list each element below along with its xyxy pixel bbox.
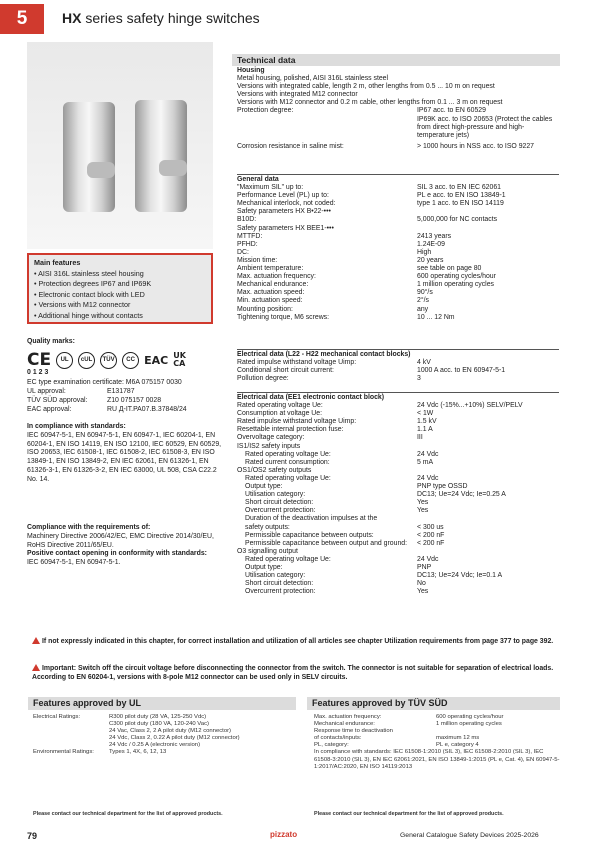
- data-row: Conditional short circuit current: 1000 A acc. to EN 60947-5-1: [237, 367, 506, 375]
- product-photo: [27, 42, 213, 249]
- warning-icon: [32, 637, 40, 644]
- cul-us-mark-icon: cUL: [78, 352, 95, 369]
- data-row: Overcurrent protection: Yes: [245, 588, 429, 596]
- data-row: Short circuit detection: No: [245, 580, 426, 588]
- data-row: Permissible capacitance between output and ground: < 200 nF: [245, 539, 445, 547]
- data-row: 24 Vdc, Class 2, 0.22 A pilot duty (M12 connector): [109, 735, 240, 742]
- main-features-title: Main features: [34, 258, 81, 267]
- data-row: Rated current consumption: 5 mA: [245, 458, 434, 466]
- eac-mark-icon: EAC: [144, 353, 169, 367]
- data-row: Max. actuation frequency: 600 operating cycles/hour: [237, 273, 496, 281]
- approval-row: UL approval: E131787: [27, 388, 135, 395]
- data-row: Performance Level (PL) up to: PL e acc. to EN ISO 13849-1: [237, 192, 506, 200]
- warning-icon: [32, 664, 40, 671]
- data-row: Output type: PNP type OSSD: [245, 483, 468, 491]
- data-row: Rated impulse withstand voltage Uimp: 1.5 kV: [237, 418, 437, 426]
- data-row: Max. actuation frequency: 600 operating cycles/hour: [314, 714, 504, 720]
- electrical-data-electronic-section: Electrical data (EE1 electronic contact block) Rated operating voltage Ue: 24 Vdc (-15%...+10%) SELV/PELV Consumption at voltage Ue: < 1W Rated impulse withstand voltage Uimp: 1.5 kV Resettable internal protection fuse: 1.1 A Overvoltage category: III IS1/IS2 safety inputs Rated operating voltage Ue: 24 Vdc Rated current consumption: 5 mA OS1/OS2 safety outputs Rated operating voltage Ue: 24 Vdc Output type: PNP type OSSD Utilisation category: DC13; Ue=24 Vdc; Ie=0.25 A Short circuit detection: Yes Overcurrent protection: Yes Duration of the deactivation impulses at the safety outputs: < 300 us Permissible capacitance between outputs: < 200 nF Permissible capacitance between output and ground: < 200 nF O3 signalling output Rated operating voltage Ue: 24 Vdc Output type: PNP Utilisation category: DC13; Ue=24 Vdc; Ie=0.1 A Short circuit detection: No Overcurrent protection: Yes: [237, 394, 559, 596]
- page-number: 79: [27, 831, 38, 841]
- data-row: Mechanical endurance: 1 million operating cycles: [314, 721, 502, 728]
- housing-section: Housing Metal housing, polished, AISI 316L stainless steel Versions with integrated cable, length 2 m, other lengths from 0.5 ... 10 m on request Versions with integrated M12 connector Versions with M12 connector and 0.2 m cable, other lengths from 0.1 ... 3 m on request Protection degree: IP67 acc. to EN 60529 IP69K acc. to ISO 20653 (Protect the cables from direct high-pressure and high-temperature jets) Corrosion resistance in saline mist: > 1000 hours in NSS acc. to ISO 9227: [237, 67, 553, 150]
- data-row: Overvoltage category: III: [237, 434, 423, 442]
- quality-marks-title: Quality marks:: [27, 338, 75, 345]
- data-row: Ambient temperature: see table on page 80: [237, 265, 482, 273]
- data-row: Mounting position: any: [237, 305, 429, 313]
- tuv-features-body: Max. actuation frequency: 600 operating cycles/hour Mechanical endurance: 1 million operating cycles Response time to deactivation of contacts/inputs: maximum 12 ms PL, category: PL e, category 4 In compliance with standards: IEC 61508-1:2010 (SIL 3), IEC 61508-2:2010 (SIL 3), IEC 61508-3:2010 (SIL 3), EN IEC 62061:2021, EN ISO 13849-1:2015 (PL e, Cat. 4), EN 60947-5-1:2017/AC:2020, EN ISO 14119:2013: [314, 714, 560, 770]
- data-row: B10D: 5,000,000 for NC contacts: [237, 216, 498, 224]
- data-row: Electrical Ratings: R300 pilot duty (28 VA, 125-250 Vdc): [33, 714, 207, 720]
- data-row: O3 signalling output: [237, 547, 298, 555]
- approval-row: EAC approval: RU Д-IT.PA07.B.37848/24: [27, 405, 187, 413]
- divider: [237, 174, 559, 175]
- data-row: Tightening torque, M6 screws: 10 ... 12 Nm: [237, 313, 455, 321]
- feature-item: • Electronic contact block with LED: [34, 289, 145, 299]
- feature-item: • AISI 316L stainless steel housing: [34, 268, 144, 278]
- tuv-mark-icon: TÜV: [100, 352, 117, 369]
- standards-section: In compliance with standards: IEC 60947-5-1, EN 60947-5-1, EN 60947-1, IEC 60204-1, EN 60204-1, EN ISO 14119, EN ISO 12100, IEC 60529, EN 60529, ISO 20653, IEC 61508-1, IEC 61508-2, IEC 61508-3, EN ISO 13849-1, EN ISO 13849-2, EN IEC 62061, EN 61326-1, EN 61326-3-1, EN 61326-3-2, EN IEC 63000, UL 508, CSA C22.2 No. 14.: [27, 423, 222, 483]
- data-row: safety outputs: < 300 us: [245, 523, 444, 531]
- data-row: Response time to deactivation: [314, 728, 393, 735]
- data-row: 24 Vdc / 0.25 A (electronic version): [109, 742, 201, 749]
- technical-data-header: Technical data: [232, 54, 560, 66]
- data-row: Rated operating voltage Ue: 24 Vdc: [245, 555, 439, 563]
- data-row: of contacts/inputs: maximum 12 ms: [314, 735, 480, 742]
- data-row: Utilisation category: DC13; Ue=24 Vdc; Ie=0.1 A: [245, 572, 503, 580]
- ec-certificate: EC type examination certificate: M6A 075157 0030: [27, 379, 182, 386]
- data-row: Consumption at voltage Ue: < 1W: [237, 410, 434, 418]
- ce-number: 0123: [27, 369, 51, 376]
- brand-logo: pizzato: [270, 830, 298, 839]
- electrical-data-mechanical-section: Electrical data (L22 - H22 mechanical contact blocks) Rated impulse withstand voltage Uimp: 4 kV Conditional short circuit current: 1000 A acc. to EN 60947-5-1 Pollution degree: 3: [237, 351, 559, 383]
- data-row: Utilisation category: DC13; Ue=24 Vdc; Ie=0.25 A: [245, 491, 506, 499]
- data-row: Short circuit detection: Yes: [245, 499, 429, 507]
- data-row: Mechanical endurance: 1 million operating cycles: [237, 281, 494, 289]
- data-row: Permissible capacitance between outputs: < 200 nF: [245, 531, 445, 539]
- ul-mark-icon: UL: [56, 352, 73, 369]
- data-row: PFHD: 1.24E-09: [237, 240, 445, 248]
- ul-note: Please contact our technical department for the list of approved products.: [33, 811, 223, 817]
- feature-item: • Additional hinge without contacts: [34, 310, 143, 320]
- tuv-features-header: Features approved by TÜV SÜD: [307, 697, 560, 710]
- data-row: Overcurrent protection: Yes: [245, 507, 429, 515]
- data-row: 24 Vac, Class 2, 2 A pilot duty (M12 connector): [109, 728, 232, 735]
- tuv-note: Please contact our technical department for the list of approved products.: [314, 811, 504, 817]
- data-row: Pollution degree: 3: [237, 375, 421, 383]
- approval-row: TÜV SÜD approval: Z10 075157 0028: [27, 396, 162, 404]
- data-row: Duration of the deactivation impulses at the: [245, 515, 378, 523]
- data-row: IS1/IS2 safety inputs: [237, 442, 301, 450]
- general-data-section: General data "Maximum SIL" up to: SIL 3 acc. to EN IEC 62061 Performance Level (PL) up to: PL e acc. to EN ISO 13849-1 Mechanical interlock, not coded: type 1 acc. to EN ISO 14119 Safety parameters HX B•22-••• B10D: 5,000,000 for NC contacts Safety parameters HX BEE1-••• MTTFD: 2413 years PFHD: 1.24E-09 DC: High Mission time: 20 years Ambient temperature: see table on page 80 Max. actuation frequency: 600 operating cycles/hour Mechanical endurance: 1 million operating cycles Max. actuation speed: 90°/s Min. actuation speed: 2°/s Mounting position: any Tightening torque, M6 screws: 10 ... 12 Nm: [237, 176, 559, 322]
- ul-features-header: Features approved by UL: [28, 697, 296, 710]
- data-row: MTTFD: 2413 years: [237, 232, 452, 240]
- data-row: Output type: PNP: [245, 563, 432, 571]
- data-row: Max. actuation speed: 90°/s: [237, 289, 433, 297]
- ukca-mark-icon: UK CA: [173, 351, 186, 368]
- ce-mark-icon: CE: [27, 350, 52, 370]
- directives-section: Compliance with the requirements of: Machinery Directive 2006/42/EC, EMC Directive 2014/30/EU, RoHS Directive 2011/65/EU. Positive contact opening in conformity with standards: IEC 60947-5-1, EN 60947-5-1.: [27, 524, 214, 567]
- feature-item: • Versions with M12 connector: [34, 300, 131, 309]
- data-row: Resettable internal protection fuse: 1.1 A: [237, 426, 433, 434]
- data-row: PL, category: PL e, category 4: [314, 742, 479, 749]
- data-row: "Maximum SIL" up to: SIL 3 acc. to EN IEC 62061: [237, 184, 502, 192]
- data-row: Mechanical interlock, not coded: type 1 acc. to EN ISO 14119: [237, 200, 504, 208]
- data-row: DC: High: [237, 248, 432, 256]
- data-row: Rated impulse withstand voltage Uimp: 4 kV: [237, 359, 431, 367]
- data-row: Rated operating voltage Ue: 24 Vdc: [245, 474, 439, 482]
- utilization-warning: If not expressly indicated in this chapter, for correct installation and utilization of all articles see chapter Utilization requirements from page 377 to page 392.: [32, 637, 560, 647]
- connector-warning: Important: Switch off the circuit voltage before disconnecting the connector from the switch. The connector is not suitable for separation of electrical loads. According to EN 60204-1, versions with 8-pole M12 connector can be used only in SELV circuits.: [32, 665, 554, 681]
- main-features-box: [27, 253, 213, 324]
- data-row: Rated operating voltage Ue: 24 Vdc (-15%...+10%) SELV/PELV: [237, 402, 523, 410]
- data-row: Safety parameters HX BEE1-•••: [237, 224, 334, 232]
- data-row: Mission time: 20 years: [237, 256, 444, 264]
- data-row: Min. actuation speed: 2°/s: [237, 297, 429, 305]
- feature-item: • Protection degrees IP67 and IP69K: [34, 279, 152, 288]
- chapter-tab: 5: [0, 4, 44, 34]
- ul-features-body: [33, 714, 295, 757]
- page-title: HX series safety hinge switches: [62, 10, 260, 26]
- data-row: OS1/OS2 safety outputs: [237, 466, 312, 474]
- data-row: Rated operating voltage Ue: 24 Vdc: [245, 450, 439, 458]
- approvals-list: [27, 388, 225, 414]
- divider: [237, 392, 559, 393]
- certification-logos: [27, 350, 186, 370]
- data-row: Safety parameters HX B•22-•••: [237, 208, 331, 216]
- ccc-mark-icon: CC: [122, 352, 139, 369]
- divider: [237, 349, 559, 350]
- catalogue-title: General Catalogue Safety Devices 2025-2026: [400, 832, 539, 839]
- data-row: Environmental Ratings: Types 1, 4X, 6, 12, 13: [33, 749, 167, 756]
- data-row: C300 pilot duty (180 VA, 120-240 Vac): [109, 721, 209, 728]
